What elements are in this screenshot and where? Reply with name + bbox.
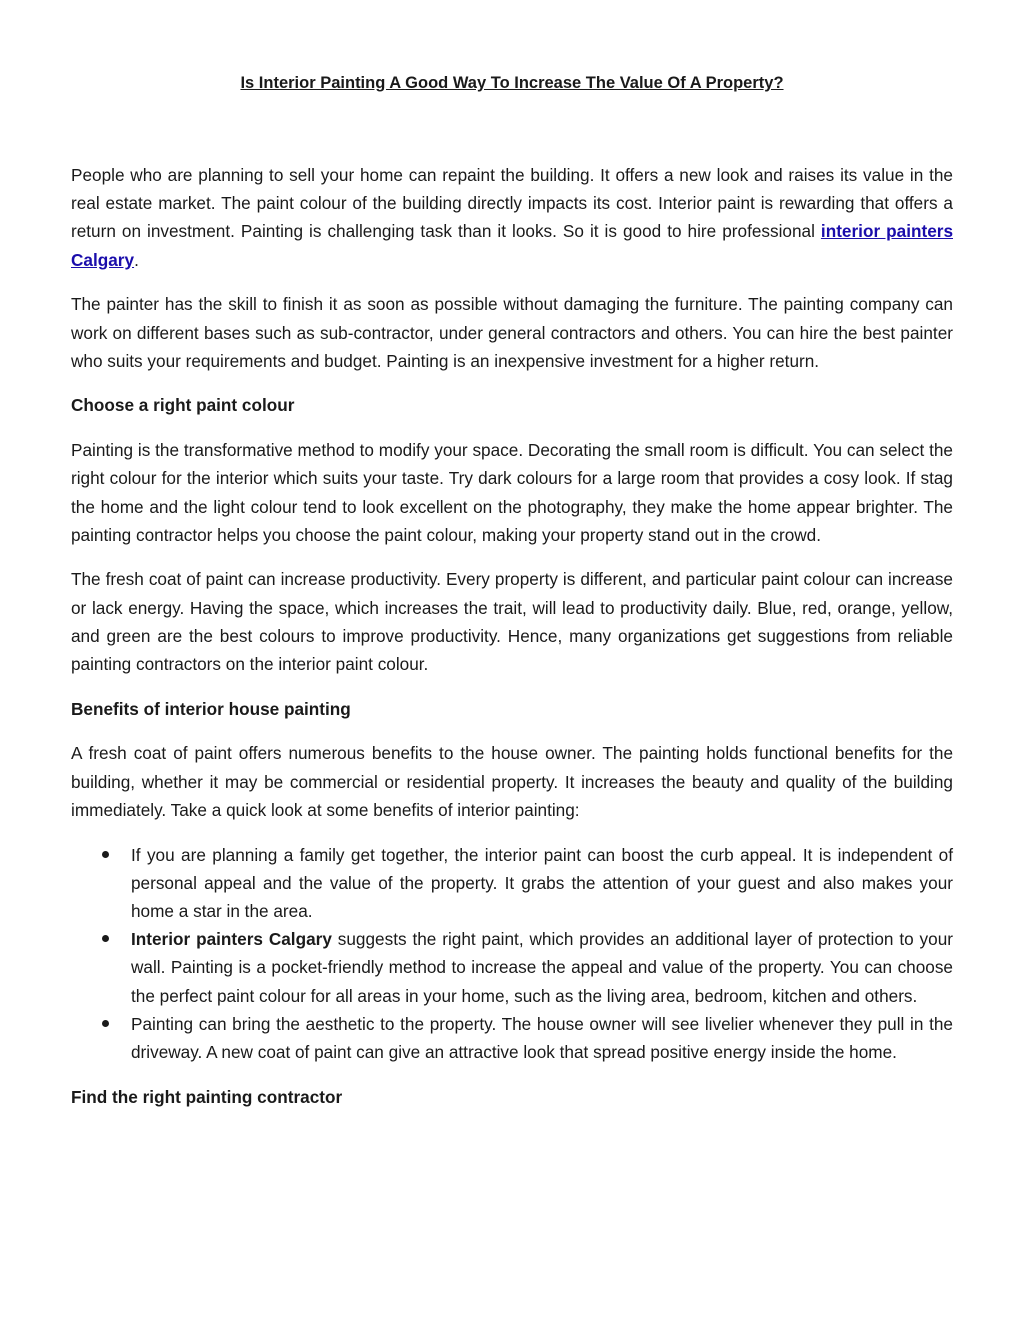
bullet-text: Painting can bring the aesthetic to the property. The house owner will see livelier whenever they pull in the driveway. A new coat of paint can give an attractive look that spread positive energy inside the home. [131, 1013, 953, 1062]
document-title: Is Interior Painting A Good Way To Increase The Value Of A Property? [240, 74, 784, 92]
benefits-list [71, 841, 953, 1067]
intro-after-link: . [134, 249, 139, 270]
productivity-paragraph: The fresh coat of paint can increase productivity. Every property is different, and particular paint colour can increase or lack energy. Having the space, which increases the trait, will lead to productivity daily. Blue, red, orange, yellow, and green are the best colours to improve productivity. Hence, many organizations get suggestions from reliable painting contractors on the interior paint colour. [71, 569, 953, 675]
intro-text: People who are planning to sell your home can repaint the building. It offers a new look and raises its value in the real estate market. The paint colour of the building directly impacts its cost. Interior paint is rewarding that offers a return on investment. Painting is challenging task than it looks. So it is good to hire professional [71, 165, 953, 242]
benefits-paragraph: A fresh coat of paint offers numerous benefits to the house owner. The painting holds functional benefits for the building, whether it may be commercial or residential property. It increases the beauty and quality of the building immediately. Take a quick look at some benefits of interior painting: [71, 743, 953, 820]
intro-paragraph [71, 161, 953, 274]
heading-find-contractor: Find the right painting contractor [71, 1086, 343, 1107]
document-page [71, 71, 953, 1127]
bullet-icon [102, 935, 109, 942]
bullet-text: suggests the right paint, which provides an additional layer of protection to your wall. Painting is a pocket-friendly method to increase the appeal and value of the property. You can choose the perfect paint colour for all areas in your home, such as the living area, bedroom, kitchen and others. [131, 929, 953, 1006]
bullet-text: If you are planning a family get together, the interior paint can boost the curb appeal. It is independent of personal appeal and the value of the property. It grabs the attention of your guest and also makes your home a star in the area. [131, 844, 953, 921]
bullet-bold-text: Interior painters Calgary [131, 929, 332, 950]
heading-benefits: Benefits of interior house painting [71, 698, 351, 719]
bullet-icon [102, 851, 109, 858]
list-item [71, 1010, 953, 1066]
list-item [71, 925, 953, 1010]
interior-painters-calgary-link[interactable]: interior painters Calgary [71, 221, 953, 270]
bullet-icon [102, 1020, 109, 1027]
heading-paint-colour: Choose a right paint colour [71, 395, 295, 416]
painter-skill-paragraph: The painter has the skill to finish it as soon as possible without damaging the furniture. The painting company can work on different bases such as sub-contractor, under general contractors and others. You can hire the best painter who suits your requirements and budget. Painting is an inexpensive investment for a higher return. [71, 294, 953, 371]
transformative-paragraph: Painting is the transformative method to modify your space. Decorating the small room is difficult. You can select the right colour for the interior which suits your taste. Try dark colours for a large room that provides a cosy look. If stag the home and the light colour tend to look excellent on the photography, they make the home appear brighter. The painting contractor helps you choose the paint colour, making your property stand out in the crowd. [71, 440, 953, 545]
list-item [71, 841, 953, 926]
